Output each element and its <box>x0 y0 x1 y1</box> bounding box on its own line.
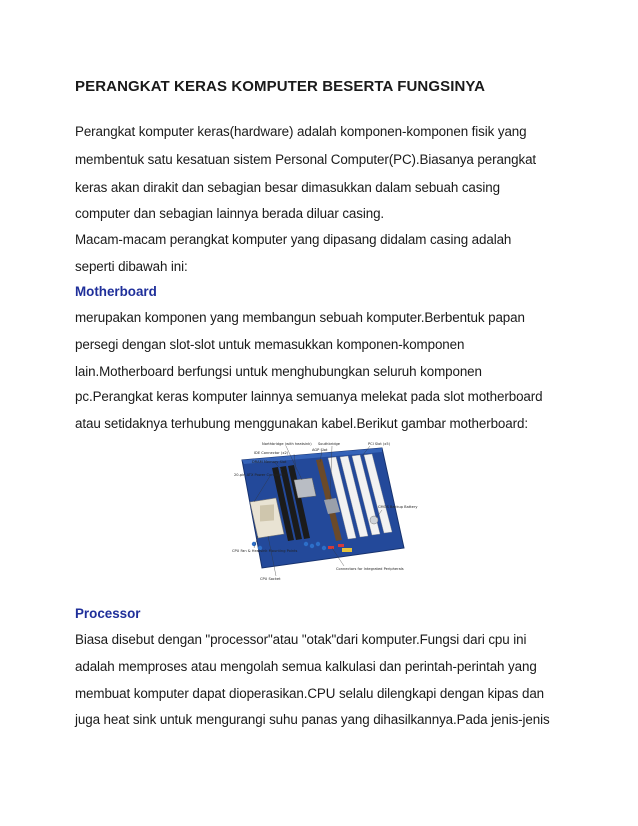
processor-line-2: adalah memproses atau mengolah semua kalkulasi dan perintah-perintah yang <box>75 659 537 674</box>
motherboard-line-3: lain.Motherboard berfungsi untuk menghubungkan seluruh komponen <box>75 364 482 379</box>
processor-line-4: juga heat sink untuk mengurangi suhu panas yang dihasilkannya.Pada jenis-jenis <box>75 712 550 727</box>
label-atx: 20-pin ATX Power Connector <box>234 473 286 477</box>
motherboard-line-2: persegi dengan slot-slot untuk memasukkan komponen-komponen <box>75 337 465 352</box>
label-cmos: CMOS Backup Battery <box>378 505 418 509</box>
document-title: PERANGKAT KERAS KOMPUTER BESERTA FUNGSINYA <box>75 78 486 95</box>
motherboard-image <box>232 440 418 582</box>
label-socket: CPU Socket <box>260 577 281 581</box>
label-ide: IDE Connector (x2) <box>254 451 289 455</box>
intro-line-6: seperti dibawah ini: <box>75 259 188 274</box>
label-southbridge: Southbridge <box>318 442 340 446</box>
label-agp: AGP Slot <box>312 448 328 452</box>
processor-line-3: membuat komputer dapat dioperasikan.CPU selalu dilengkapi dengan kipas dan <box>75 686 545 701</box>
intro-line-5: Macam-macam perangkat komputer yang dipasang didalam casing adalah <box>75 232 512 247</box>
section-heading-motherboard: Motherboard <box>75 284 157 299</box>
motherboard-line-4: pc.Perangkat keras komputer lainnya semuanya melekat pada slot motherboard <box>75 389 543 404</box>
motherboard-line-5: atau setidaknya terhubung menggunakan kabel.Berikut gambar motherboard: <box>75 416 528 431</box>
label-northbridge: Northbridge (with heatsink) <box>262 442 312 446</box>
intro-line-1: Perangkat komputer keras(hardware) adalah komponen-komponen fisik yang <box>75 124 527 139</box>
intro-line-3: keras akan dirakit dan sebagian besar dimasukkan dalam sebuah casing <box>75 180 500 195</box>
intro-line-2: membentuk satu kesatuan sistem Personal Computer(PC).Biasanya perangkat <box>75 152 537 167</box>
motherboard-line-1: merupakan komponen yang membangun sebuah komputer.Berbentuk papan <box>75 310 525 325</box>
label-connectors: Connectors for Integrated Peripherals <box>336 567 404 571</box>
label-dram: DRAM Memory Slot <box>252 460 287 464</box>
section-heading-processor: Processor <box>75 606 141 621</box>
label-fan: CPU Fan & Heatsink Mounting Points <box>232 549 298 553</box>
intro-line-4: computer dan sebagian lainnya berada diluar casing. <box>75 206 385 221</box>
label-pci: PCI Slot (x5) <box>368 442 391 446</box>
processor-line-1: Biasa disebut dengan "processor"atau "otak"dari komputer.Fungsi dari cpu ini <box>75 632 527 647</box>
